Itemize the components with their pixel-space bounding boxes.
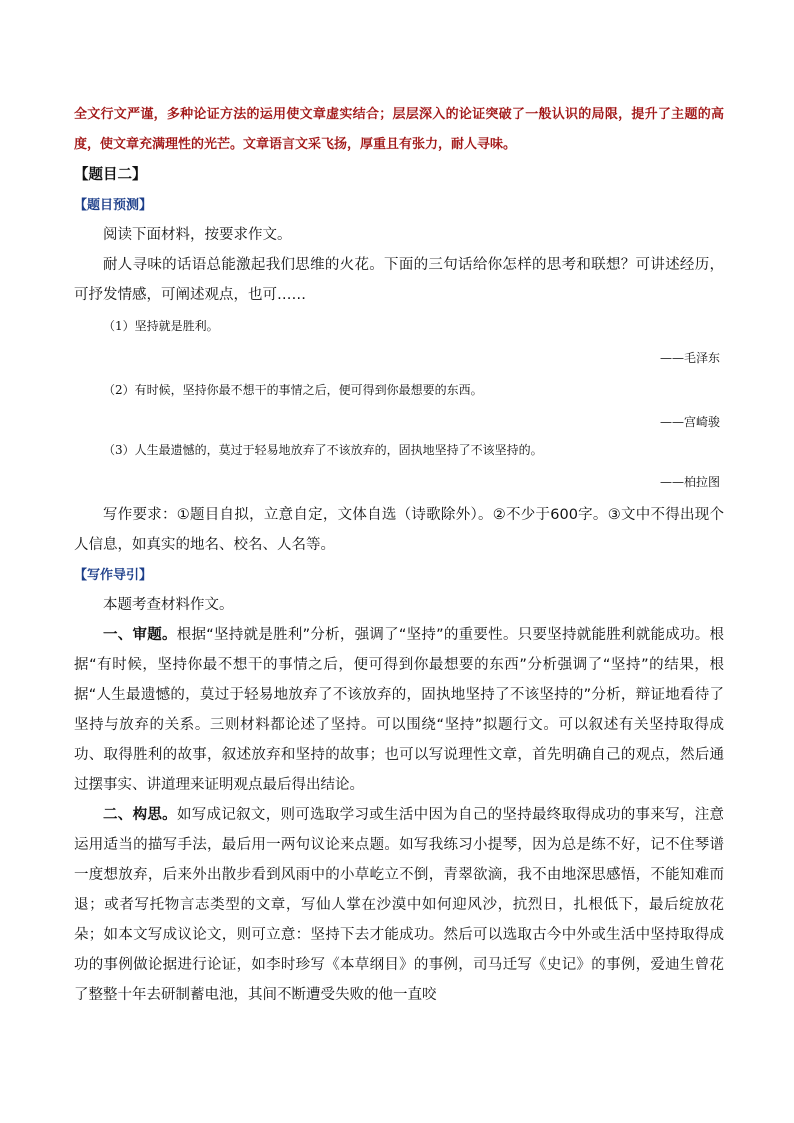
review-paragraph [74,620,724,800]
concept-text: 如写成记叙文，则可选取学习或生活中因为自己的坚持最终取得成功的事来写，注意运用适当的描写手法，最后用一两句议论来点题。如写我练习小提琴，因为总是练不好，记不住琴谱一度想放弃，后来外出散步看到风雨中的小草屹立不倒，青翠欲滴，我不由地深思感悟，不能知难而退；或者写托物言志类型的文章，写仙人掌在沙漠中如何迎风沙，抗烈日，扎根低下，最后绽放花朵；如本文写成议论文，则可立意：坚持下去才能成功。然后可以选取古今中外或生活中坚持取得成功的事例做论据进行论证，如李时珍写《本草纲目》的事例，司马迁写《史记》的事例，爱迪生曾花了整整十年去研制蓄电池，其间不断遭受失败的他一直咬 [74,807,725,1003]
document-body [74,100,724,1010]
quote-3: （3）人生最遗憾的，莫过于轻易地放弃了不该放弃的，固执地坚持了不该坚持的。 [103,443,543,457]
instruction-text: 阅读下面材料，按要求作文。 [103,227,292,243]
writing-requirements: 写作要求：①题目自拟，立意自定，文体自选（诗歌除外）。②不少于600字。③文中不得出现个人信息，如真实的地名、校名、人名等。 [74,507,724,553]
prediction-label: 【题目预测】 [74,198,153,213]
quote-1: （1）坚持就是胜利。 [103,319,219,333]
summary-paragraph: 全文行文严谨，多种论证方法的运用使文章虚实结合；层层深入的论证突破了一般认识的局限，提升了主题的高度，使文章充满理性的光芒。文章语言文采飞扬，厚重且有张力，耐人寻味。 [74,107,724,152]
quote-2-author: ——宫崎骏 [659,415,720,429]
review-lead: 一、审题。 [103,627,177,643]
quote-1-author: ——毛泽东 [659,351,720,365]
quote-2: （2）有时候，坚持你最不想干的事情之后，便可得到你最想要的东西。 [103,383,483,397]
concept-lead: 二、构思。 [103,807,177,823]
section-title: 【题目二】 [74,167,147,183]
material-intro: 耐人寻味的话语总能激起我们思维的火花。下面的三句话给你怎样的思考和联想？可讲述经历，可抒发情感，可阐述观点，也可…… [74,257,724,303]
concept-paragraph [74,800,724,1010]
guide-intro: 本题考查材料作文。 [103,597,234,613]
quote-3-author: ——柏拉图 [659,475,720,489]
guide-label: 【写作导引】 [74,568,153,583]
review-text: 根据“坚持就是胜利”分析，强调了“坚持”的重要性。只要坚持就能胜利就能成功。根据“有时候，坚持你最不想干的事情之后，便可得到你最想要的东西”分析强调了“坚持”的结果，根据“人生最遗憾的，莫过于轻易地放弃了不该放弃的，固执地坚持了不该坚持的”分析，辩证地看待了坚持与放弃的关系。三则材料都论述了坚持。可以围绕“坚持”拟题行文。可以叙述有关坚持取得成功、取得胜利的故事，叙述放弃和坚持的故事；也可以写说理性文章，首先明确自己的观点，然后通过摆事实、讲道理来证明观点最后得出结论。 [74,627,725,793]
